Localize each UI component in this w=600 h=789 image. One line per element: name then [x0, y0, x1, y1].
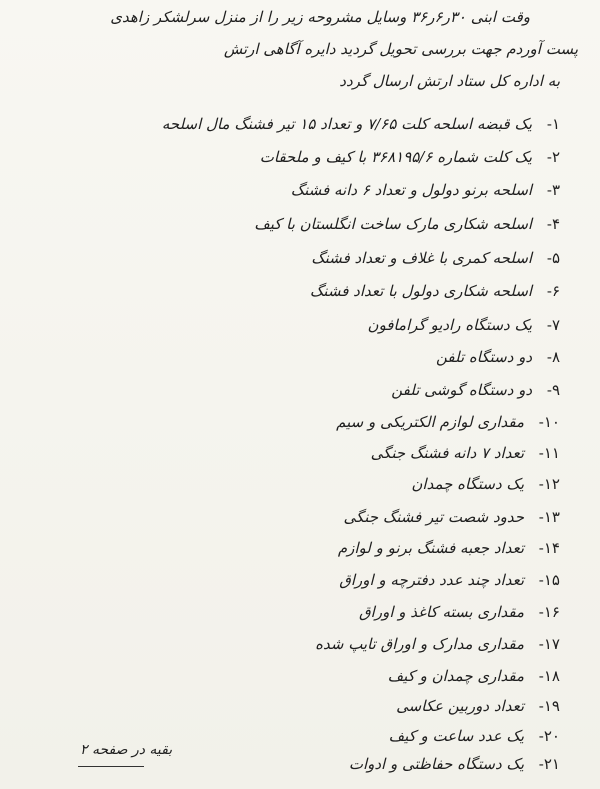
item-number: ۱۰-: [538, 413, 560, 431]
item-number: ۵-: [546, 249, 560, 267]
item-text: دو دستگاه گوشی تلفن: [391, 381, 533, 399]
item-text: اسلحه برنو دولول و تعداد ۶ دانه فشنگ: [290, 181, 533, 199]
list-item: [349, 752, 560, 776]
item-number: ۲۱-: [538, 755, 560, 773]
list-item: [339, 568, 560, 592]
item-text: یک دستگاه حفاظتی و ادوات: [348, 755, 525, 773]
item-number: ۱۸-: [538, 667, 560, 685]
list-item: [310, 279, 560, 303]
item-number: ۲-: [546, 148, 560, 166]
item-number: ۲۰-: [538, 727, 560, 745]
item-number: ۱۵-: [538, 571, 560, 589]
list-item: [344, 505, 561, 529]
item-text: یک عدد ساعت و کیف: [388, 727, 525, 745]
header-line-3: به اداره کل ستاد ارتش ارسال گردد: [339, 72, 560, 90]
item-text: یک کلت شماره ۳۶۸۱۹۵/۶ با کیف و ملحقات: [259, 148, 533, 166]
item-number: ۹-: [546, 381, 560, 399]
list-item: [411, 472, 560, 496]
item-text: تعداد چند عدد دفترچه و اوراق: [339, 571, 525, 589]
item-text: اسلحه شکاری دولول با تعداد فشنگ: [309, 282, 533, 300]
list-item: [391, 378, 560, 402]
item-number: ۱۴-: [538, 539, 560, 557]
item-text: حدود شصت تیر فشنگ جنگی: [343, 508, 525, 526]
item-text: اسلحه شکاری مارک ساخت انگلستان با کیف: [254, 215, 533, 233]
item-text: مقداری مدارک و اوراق تایپ شده: [315, 635, 525, 653]
item-number: ۱۱-: [538, 444, 560, 462]
item-number: ۷-: [546, 316, 560, 334]
item-text: تعداد دوربین عکاسی: [396, 697, 525, 715]
item-number: ۱-: [546, 115, 560, 133]
item-number: ۸-: [546, 348, 560, 366]
item-number: ۶-: [546, 282, 560, 300]
list-item: [254, 212, 560, 236]
item-text: مقداری چمدان و کیف: [387, 667, 525, 685]
item-text: تعداد ۷ دانه فشنگ جنگی: [370, 444, 525, 462]
header-line-2: پست آوردم جهت بررسی تحویل گردید دایره آگاهی ارتش: [223, 40, 578, 58]
list-item: [396, 694, 560, 718]
list-item: [311, 246, 560, 270]
item-number: ۱۲-: [538, 475, 560, 493]
list-item: [162, 112, 560, 136]
list-item: [291, 178, 560, 202]
item-text: مقداری بسته کاغذ و اوراق: [359, 603, 525, 621]
item-text: یک دستگاه چمدان: [411, 475, 525, 493]
item-number: ۱۶-: [538, 603, 560, 621]
item-text: اسلحه کمری با غلاف و تعداد فشنگ: [311, 249, 533, 267]
item-text: مقداری لوازم الکتریکی و سیم: [336, 413, 525, 431]
item-text: دو دستگاه تلفن: [435, 348, 533, 366]
footer-underline: [78, 766, 144, 767]
item-number: ۱۳-: [538, 508, 560, 526]
list-item: [371, 441, 560, 465]
item-number: ۳-: [546, 181, 560, 199]
item-number: ۱۷-: [538, 635, 560, 653]
item-text: تعداد جعبه فشنگ برنو و لوازم: [337, 539, 525, 557]
list-item: [388, 664, 560, 688]
continued-note: بقیه در صفحه ۲: [80, 742, 173, 758]
list-item: [359, 600, 560, 624]
item-number: ۴-: [546, 215, 560, 233]
list-item: [260, 145, 560, 169]
list-item: [315, 632, 560, 656]
list-item: [389, 724, 560, 748]
item-number: ۱۹-: [538, 697, 560, 715]
item-text: یک قبضه اسلحه کلت ۷/۶۵ و تعداد ۱۵ تیر فشنگ مال اسلحه: [161, 115, 533, 133]
list-item: [338, 536, 560, 560]
list-item: [368, 313, 560, 337]
list-item: [336, 410, 560, 434]
item-text: یک دستگاه رادیو گرامافون: [367, 316, 533, 334]
list-item: [436, 345, 560, 369]
header-line-1: وقت ابنی ۳۰ر۶ر۳۶ وسایل مشروحه زیر را از منزل سرلشکر زاهدی: [110, 8, 530, 26]
